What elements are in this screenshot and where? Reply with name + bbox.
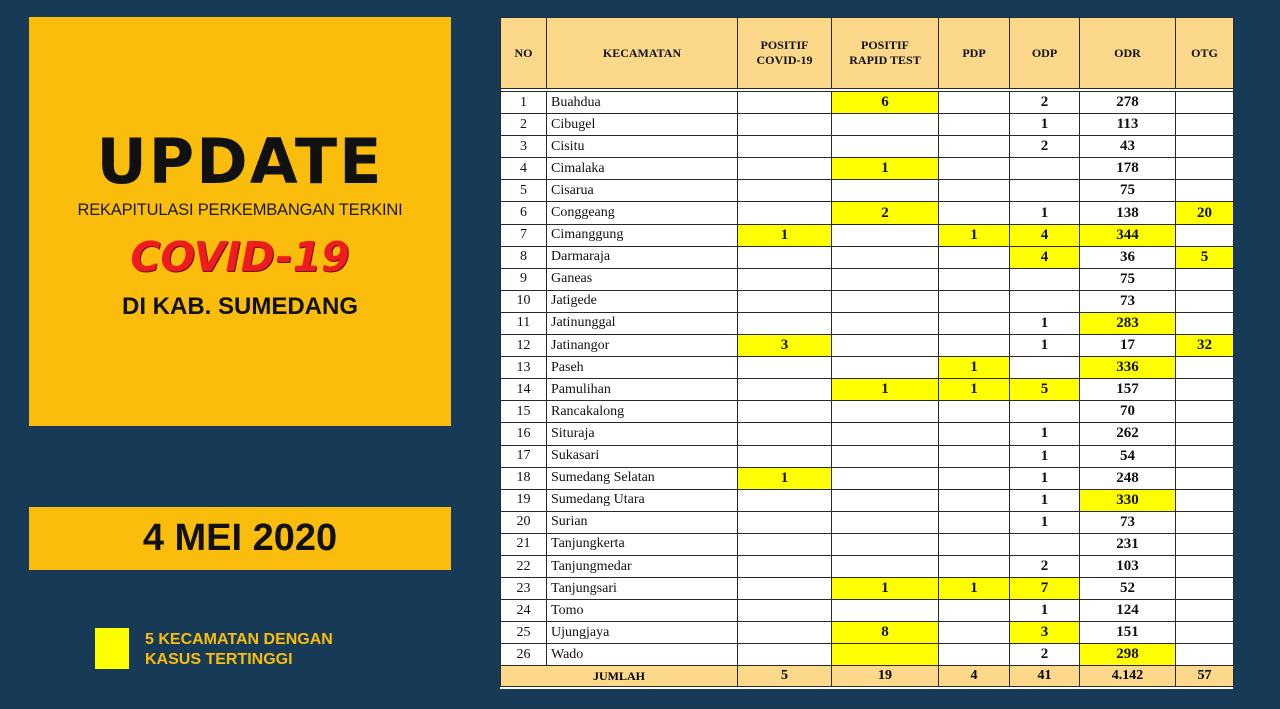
cell-kecamatan: Darmaraja (547, 246, 738, 268)
cell-otg (1176, 357, 1234, 379)
cell-no: 20 (501, 511, 547, 533)
cell-positif-rapid: 8 (832, 622, 939, 644)
cell-kecamatan: Cimalaka (547, 158, 738, 180)
cell-positif-covid (738, 423, 832, 445)
header-positif-covid: POSITIF COVID-19 (738, 18, 832, 89)
cell-pdp: 1 (939, 578, 1010, 600)
table-header-row (501, 18, 1234, 89)
cell-odp: 1 (1010, 423, 1080, 445)
cell-pdp: 1 (939, 224, 1010, 246)
cell-positif-rapid (832, 533, 939, 555)
cell-odr: 138 (1080, 202, 1176, 224)
cell-positif-covid (738, 644, 832, 666)
cell-positif-covid (738, 180, 832, 202)
cell-kecamatan: Jatigede (547, 290, 738, 312)
cell-pdp (939, 180, 1010, 202)
cell-pdp (939, 158, 1010, 180)
cell-positif-rapid (832, 224, 939, 246)
total-positif-rapid: 19 (832, 666, 939, 687)
cell-no: 5 (501, 180, 547, 202)
header-otg: OTG (1176, 18, 1234, 89)
cell-odr: 73 (1080, 511, 1176, 533)
cell-kecamatan: Jatinangor (547, 335, 738, 357)
cell-kecamatan: Tanjungsari (547, 578, 738, 600)
cell-odr: 330 (1080, 489, 1176, 511)
cell-no: 15 (501, 401, 547, 423)
cell-odp: 7 (1010, 578, 1080, 600)
table-row (501, 423, 1234, 445)
cell-pdp (939, 622, 1010, 644)
cell-otg (1176, 622, 1234, 644)
table-row (501, 401, 1234, 423)
total-label: JUMLAH (501, 666, 738, 687)
cell-kecamatan: Paseh (547, 357, 738, 379)
cell-pdp (939, 114, 1010, 136)
cell-pdp (939, 533, 1010, 555)
cell-positif-covid (738, 158, 832, 180)
cell-odr: 103 (1080, 555, 1176, 577)
cell-pdp (939, 136, 1010, 158)
cell-odr: 124 (1080, 600, 1176, 622)
table-row (501, 600, 1234, 622)
cell-odp: 2 (1010, 555, 1080, 577)
cell-otg (1176, 489, 1234, 511)
table-row (501, 114, 1234, 136)
cell-positif-rapid (832, 312, 939, 334)
cell-kecamatan: Rancakalong (547, 401, 738, 423)
cell-otg (1176, 180, 1234, 202)
cell-positif-rapid (832, 357, 939, 379)
cell-positif-covid (738, 401, 832, 423)
cell-odr: 157 (1080, 379, 1176, 401)
legend-swatch-icon (95, 628, 129, 669)
cell-pdp (939, 445, 1010, 467)
recap-table (500, 17, 1234, 687)
cell-positif-rapid (832, 555, 939, 577)
cell-positif-covid (738, 379, 832, 401)
cell-otg: 20 (1176, 202, 1234, 224)
cell-no: 16 (501, 423, 547, 445)
cell-odr: 54 (1080, 445, 1176, 467)
cell-odr: 283 (1080, 312, 1176, 334)
cell-positif-rapid: 1 (832, 158, 939, 180)
cell-kecamatan: Sumedang Selatan (547, 467, 738, 489)
cell-no: 1 (501, 92, 547, 114)
covid-title: COVID-19 (130, 233, 350, 281)
cell-odp: 1 (1010, 511, 1080, 533)
table-row (501, 136, 1234, 158)
cell-kecamatan: Sumedang Utara (547, 489, 738, 511)
cell-otg (1176, 92, 1234, 114)
region-title: DI KAB. SUMEDANG (121, 293, 358, 320)
cell-otg: 32 (1176, 335, 1234, 357)
cell-odr: 75 (1080, 180, 1176, 202)
date-banner: 4 MEI 2020 (29, 507, 451, 570)
cell-positif-covid (738, 114, 832, 136)
cell-no: 11 (501, 312, 547, 334)
cell-positif-rapid (832, 600, 939, 622)
cell-kecamatan: Sukasari (547, 445, 738, 467)
cell-odr: 231 (1080, 533, 1176, 555)
cell-odp (1010, 268, 1080, 290)
cell-odp: 1 (1010, 489, 1080, 511)
cell-odp: 3 (1010, 622, 1080, 644)
table-row (501, 511, 1234, 533)
cell-otg (1176, 467, 1234, 489)
cell-odp: 1 (1010, 600, 1080, 622)
cell-otg (1176, 423, 1234, 445)
cell-odr: 298 (1080, 644, 1176, 666)
cell-odp: 1 (1010, 114, 1080, 136)
header-kecamatan: KECAMATAN (547, 18, 738, 89)
cell-odp: 5 (1010, 379, 1080, 401)
cell-no: 22 (501, 555, 547, 577)
cell-odr: 52 (1080, 578, 1176, 600)
cell-odr: 43 (1080, 136, 1176, 158)
header-odr: ODR (1080, 18, 1176, 89)
cell-odp (1010, 401, 1080, 423)
cell-no: 17 (501, 445, 547, 467)
cell-no: 9 (501, 268, 547, 290)
header-odp: ODP (1010, 18, 1080, 89)
cell-pdp: 1 (939, 379, 1010, 401)
table-row (501, 467, 1234, 489)
cell-otg (1176, 401, 1234, 423)
cell-odr: 151 (1080, 622, 1176, 644)
cell-positif-covid (738, 533, 832, 555)
table-row (501, 335, 1234, 357)
cell-kecamatan: Situraja (547, 423, 738, 445)
cell-odr: 75 (1080, 268, 1176, 290)
cell-odr: 248 (1080, 467, 1176, 489)
cell-positif-rapid (832, 114, 939, 136)
cell-kecamatan: Jatinunggal (547, 312, 738, 334)
header-pdp: PDP (939, 18, 1010, 89)
cell-positif-rapid (832, 246, 939, 268)
cell-positif-covid (738, 312, 832, 334)
cell-positif-rapid (832, 489, 939, 511)
table-body (501, 92, 1234, 666)
cell-otg (1176, 511, 1234, 533)
cell-no: 24 (501, 600, 547, 622)
cell-pdp (939, 600, 1010, 622)
cell-pdp (939, 92, 1010, 114)
cell-positif-rapid: 6 (832, 92, 939, 114)
cell-otg (1176, 445, 1234, 467)
cell-pdp (939, 467, 1010, 489)
title-card (29, 17, 451, 426)
cell-odp (1010, 290, 1080, 312)
cell-pdp (939, 290, 1010, 312)
cell-otg (1176, 114, 1234, 136)
cell-no: 19 (501, 489, 547, 511)
cell-pdp (939, 401, 1010, 423)
cell-no: 14 (501, 379, 547, 401)
cell-positif-rapid (832, 268, 939, 290)
cell-otg (1176, 312, 1234, 334)
cell-odr: 36 (1080, 246, 1176, 268)
cell-kecamatan: Cimanggung (547, 224, 738, 246)
table-row (501, 268, 1234, 290)
cell-positif-covid: 3 (738, 335, 832, 357)
table-row (501, 158, 1234, 180)
cell-no: 13 (501, 357, 547, 379)
cell-positif-covid (738, 445, 832, 467)
cell-odr: 73 (1080, 290, 1176, 312)
cell-no: 4 (501, 158, 547, 180)
cell-positif-covid (738, 600, 832, 622)
cell-pdp: 1 (939, 357, 1010, 379)
cell-positif-covid (738, 357, 832, 379)
cell-otg (1176, 533, 1234, 555)
cell-no: 2 (501, 114, 547, 136)
cell-pdp (939, 489, 1010, 511)
table-row (501, 644, 1234, 666)
cell-otg (1176, 268, 1234, 290)
cell-positif-covid (738, 511, 832, 533)
cell-positif-covid (738, 489, 832, 511)
cell-kecamatan: Tanjungmedar (547, 555, 738, 577)
cell-kecamatan: Wado (547, 644, 738, 666)
cell-positif-covid (738, 290, 832, 312)
cell-otg (1176, 644, 1234, 666)
cell-pdp (939, 268, 1010, 290)
cell-odp (1010, 533, 1080, 555)
table-row (501, 180, 1234, 202)
cell-odp: 1 (1010, 445, 1080, 467)
cell-positif-rapid: 1 (832, 578, 939, 600)
cell-positif-covid (738, 578, 832, 600)
cell-positif-covid (738, 92, 832, 114)
cell-pdp (939, 423, 1010, 445)
cell-kecamatan: Surian (547, 511, 738, 533)
total-pdp: 4 (939, 666, 1010, 687)
cell-pdp (939, 246, 1010, 268)
cell-kecamatan: Ganeas (547, 268, 738, 290)
total-otg: 57 (1176, 666, 1234, 687)
table-row (501, 578, 1234, 600)
cell-positif-rapid (832, 644, 939, 666)
cell-odr: 262 (1080, 423, 1176, 445)
cell-odp: 4 (1010, 224, 1080, 246)
cell-otg (1176, 158, 1234, 180)
cell-otg (1176, 379, 1234, 401)
cell-pdp (939, 202, 1010, 224)
cell-no: 21 (501, 533, 547, 555)
cell-positif-covid: 1 (738, 467, 832, 489)
cell-positif-rapid (832, 136, 939, 158)
table-row (501, 445, 1234, 467)
recap-table-container (500, 17, 1233, 689)
table-row (501, 312, 1234, 334)
cell-odr: 70 (1080, 401, 1176, 423)
cell-kecamatan: Tanjungkerta (547, 533, 738, 555)
cell-positif-covid (738, 246, 832, 268)
table-row (501, 92, 1234, 114)
cell-kecamatan: Cibugel (547, 114, 738, 136)
cell-odp: 1 (1010, 467, 1080, 489)
table-row (501, 202, 1234, 224)
cell-pdp (939, 312, 1010, 334)
cell-kecamatan: Conggeang (547, 202, 738, 224)
cell-positif-rapid (832, 511, 939, 533)
cell-pdp (939, 511, 1010, 533)
cell-no: 25 (501, 622, 547, 644)
table-row (501, 246, 1234, 268)
cell-positif-rapid: 1 (832, 379, 939, 401)
cell-odr: 178 (1080, 158, 1176, 180)
cell-odp (1010, 158, 1080, 180)
cell-otg (1176, 290, 1234, 312)
cell-odp (1010, 180, 1080, 202)
total-odr: 4.142 (1080, 666, 1176, 687)
cell-positif-covid (738, 202, 832, 224)
cell-no: 7 (501, 224, 547, 246)
cell-kecamatan: Ujungjaya (547, 622, 738, 644)
total-positif-covid: 5 (738, 666, 832, 687)
cell-pdp (939, 335, 1010, 357)
cell-odr: 336 (1080, 357, 1176, 379)
cell-no: 12 (501, 335, 547, 357)
cell-positif-rapid (832, 180, 939, 202)
table-row (501, 555, 1234, 577)
cell-kecamatan: Pamulihan (547, 379, 738, 401)
cell-positif-covid (738, 268, 832, 290)
table-row (501, 533, 1234, 555)
cell-odr: 278 (1080, 92, 1176, 114)
table-row (501, 290, 1234, 312)
cell-odp: 1 (1010, 335, 1080, 357)
cell-otg: 5 (1176, 246, 1234, 268)
cell-positif-rapid (832, 445, 939, 467)
cell-positif-rapid: 2 (832, 202, 939, 224)
cell-odp: 2 (1010, 92, 1080, 114)
cell-no: 18 (501, 467, 547, 489)
cell-positif-rapid (832, 290, 939, 312)
cell-odp: 1 (1010, 202, 1080, 224)
cell-positif-rapid (832, 467, 939, 489)
cell-otg (1176, 600, 1234, 622)
table-row (501, 622, 1234, 644)
cell-otg (1176, 578, 1234, 600)
table-row (501, 489, 1234, 511)
cell-no: 23 (501, 578, 547, 600)
cell-no: 3 (501, 136, 547, 158)
total-odp: 41 (1010, 666, 1080, 687)
cell-odr: 113 (1080, 114, 1176, 136)
cell-kecamatan: Cisarua (547, 180, 738, 202)
cell-odp: 2 (1010, 644, 1080, 666)
cell-positif-covid (738, 622, 832, 644)
cell-positif-covid: 1 (738, 224, 832, 246)
cell-otg (1176, 136, 1234, 158)
cell-positif-rapid (832, 423, 939, 445)
cell-positif-rapid (832, 335, 939, 357)
rekap-subtitle: REKAPITULASI PERKEMBANGAN TERKINI (77, 201, 403, 219)
cell-odp: 1 (1010, 312, 1080, 334)
cell-no: 10 (501, 290, 547, 312)
header-no: NO (501, 18, 547, 89)
cell-no: 26 (501, 644, 547, 666)
cell-odr: 344 (1080, 224, 1176, 246)
cell-no: 8 (501, 246, 547, 268)
cell-pdp (939, 555, 1010, 577)
cell-otg (1176, 555, 1234, 577)
table-row (501, 379, 1234, 401)
legend-text: 5 KECAMATAN DENGAN KASUS TERTINGGI (145, 631, 333, 668)
cell-odp: 4 (1010, 246, 1080, 268)
table-row (501, 357, 1234, 379)
total-row (501, 666, 1234, 687)
table-row (501, 224, 1234, 246)
update-heading: UPDATE (96, 125, 384, 198)
cell-kecamatan: Cisitu (547, 136, 738, 158)
cell-odp (1010, 357, 1080, 379)
cell-positif-rapid (832, 401, 939, 423)
cell-no: 6 (501, 202, 547, 224)
cell-kecamatan: Buahdua (547, 92, 738, 114)
cell-pdp (939, 644, 1010, 666)
cell-odr: 17 (1080, 335, 1176, 357)
cell-otg (1176, 224, 1234, 246)
cell-positif-covid (738, 555, 832, 577)
header-positif-rapid: POSITIF RAPID TEST (832, 18, 939, 89)
cell-odp: 2 (1010, 136, 1080, 158)
cell-kecamatan: Tomo (547, 600, 738, 622)
cell-positif-covid (738, 136, 832, 158)
